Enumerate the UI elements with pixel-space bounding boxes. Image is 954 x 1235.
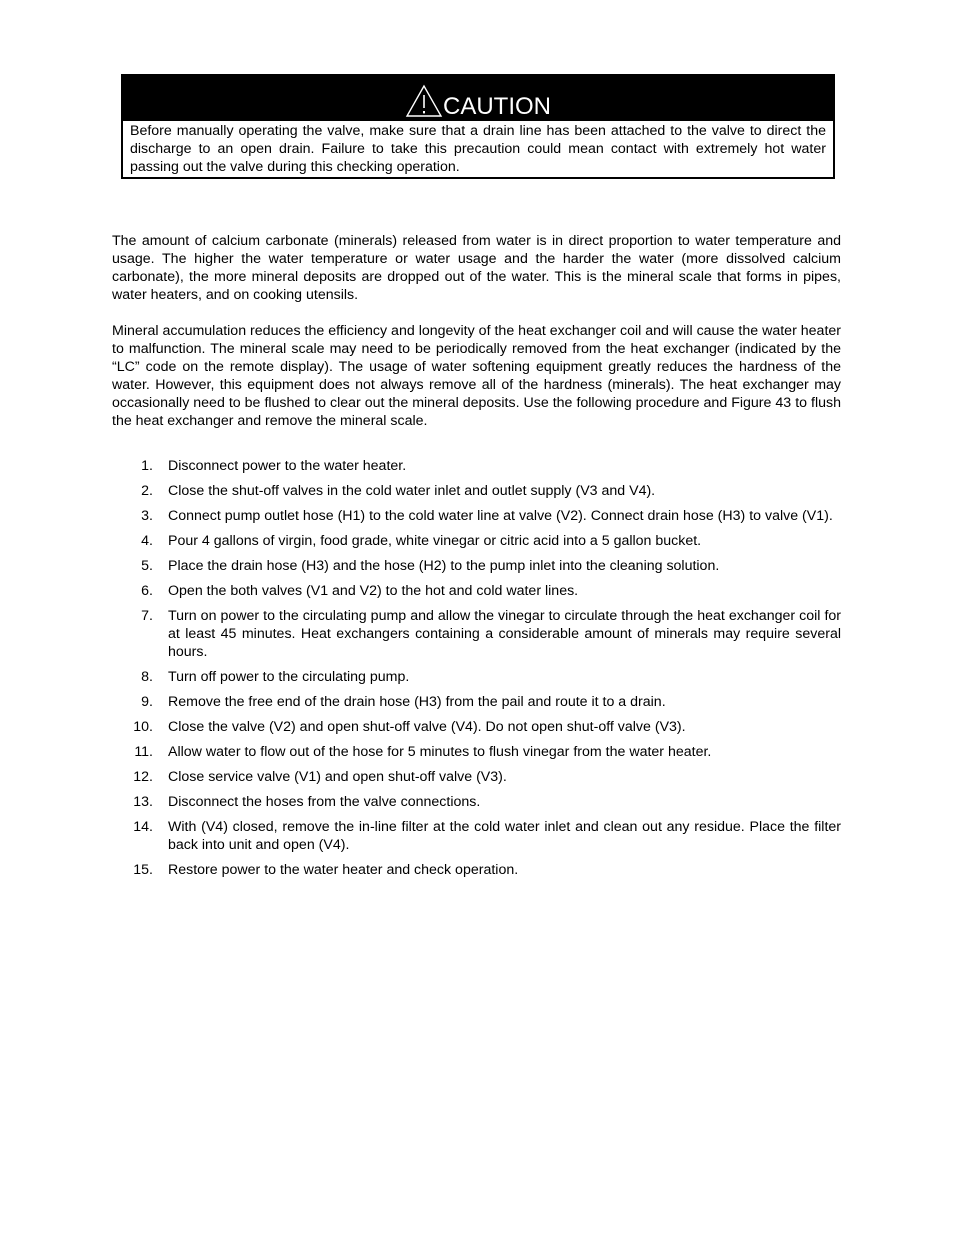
step-item [112,557,841,575]
step-text: Turn on power to the circulating pump and allow the vinegar to circulate through the heat exchanger coil for at least 45 minutes. Heat exchangers containing a considerable amount of minerals may require several hours. [168,608,841,660]
step-text: Restore power to the water heater and check operation. [168,862,519,878]
step-item [112,507,841,525]
step-number: 12. [133,769,153,785]
step-number: 2. [141,483,153,499]
step-text: Close service valve (V1) and open shut-off valve (V3). [168,769,507,785]
step-number: 5. [141,558,153,574]
step-number: 4. [141,533,153,549]
step-text: Close the shut-off valves in the cold water inlet and outlet supply (V3 and V4). [168,483,656,499]
step-text: With (V4) closed, remove the in-line filter at the cold water inlet and clean out any residue. Place the filter back into unit and open (V4). [168,819,841,853]
step-number: 1. [141,458,153,474]
step-item [112,743,841,761]
step-text: Disconnect the hoses from the valve connections. [168,794,481,810]
step-item [112,457,841,475]
step-item [112,582,841,600]
step-item [112,718,841,736]
step-text: Connect pump outlet hose (H1) to the cold water line at valve (V2). Connect drain hose (H3) to valve (V1). [168,508,833,524]
caution-text: Before manually operating the valve, make sure that a drain line has been attached to the valve to direct the discharge to an open drain. Failure to take this precaution could mean contact with extremely hot water passing out the valve during this checking operation. [123,121,833,177]
step-text: Disconnect power to the water heater. [168,458,407,474]
step-text: Allow water to flow out of the hose for 5 minutes to flush vinegar from the water heater. [168,744,712,760]
step-item [112,532,841,550]
step-text: Close the valve (V2) and open shut-off valve (V4). Do not open shut-off valve (V3). [168,719,686,735]
step-number: 7. [141,608,153,624]
step-text: Remove the free end of the drain hose (H3) from the pail and route it to a drain. [168,694,666,710]
warning-triangle-icon [405,84,443,118]
caution-title: CAUTION [443,93,551,120]
step-number: 3. [141,508,153,524]
step-number: 11. [134,744,153,760]
caution-header [123,76,833,121]
step-item [112,768,841,786]
step-number: 10. [133,719,153,735]
procedure-steps-list [112,457,841,886]
step-number: 8. [141,669,153,685]
step-item [112,607,841,661]
step-item [112,818,841,854]
intro-paragraph: The amount of calcium carbonate (minerals) released from water is in direct proportion to water temperature and usage. The higher the water temperature or water usage and the harder the water (more dissolved calcium carbonate), the more mineral deposits are dropped out of the water. This is the mineral scale that forms in pipes, water heaters, and on cooking utensils. [112,233,841,303]
step-text: Open the both valves (V1 and V2) to the hot and cold water lines. [168,583,579,599]
step-item [112,793,841,811]
step-item [112,482,841,500]
procedure-paragraph: Mineral accumulation reduces the efficiency and longevity of the heat exchanger coil and will cause the water heater to malfunction. The mineral scale may need to be periodically removed from the heat exchanger (indicated by the “LC” code on the remote display). The usage of water softening equipment greatly reduces the hardness of the water. However, this equipment does not always remove all of the hardness (minerals). The heat exchanger may occasionally need to be flushed to clear out the mineral deposits. Use the following procedure and Figure 43 to flush the heat exchanger and remove the mineral scale. [112,323,841,429]
step-text: Place the drain hose (H3) and the hose (H2) to the pump inlet into the cleaning solution. [168,558,720,574]
step-number: 6. [141,583,153,599]
step-item [112,861,841,879]
step-number: 15. [133,862,153,878]
caution-box [121,74,835,179]
step-item [112,693,841,711]
step-item [112,668,841,686]
step-number: 9. [141,694,153,710]
step-number: 13. [133,794,153,810]
step-text: Turn off power to the circulating pump. [168,669,410,685]
step-text: Pour 4 gallons of virgin, food grade, white vinegar or citric acid into a 5 gallon bucket. [168,533,702,549]
step-number: 14. [133,819,153,835]
